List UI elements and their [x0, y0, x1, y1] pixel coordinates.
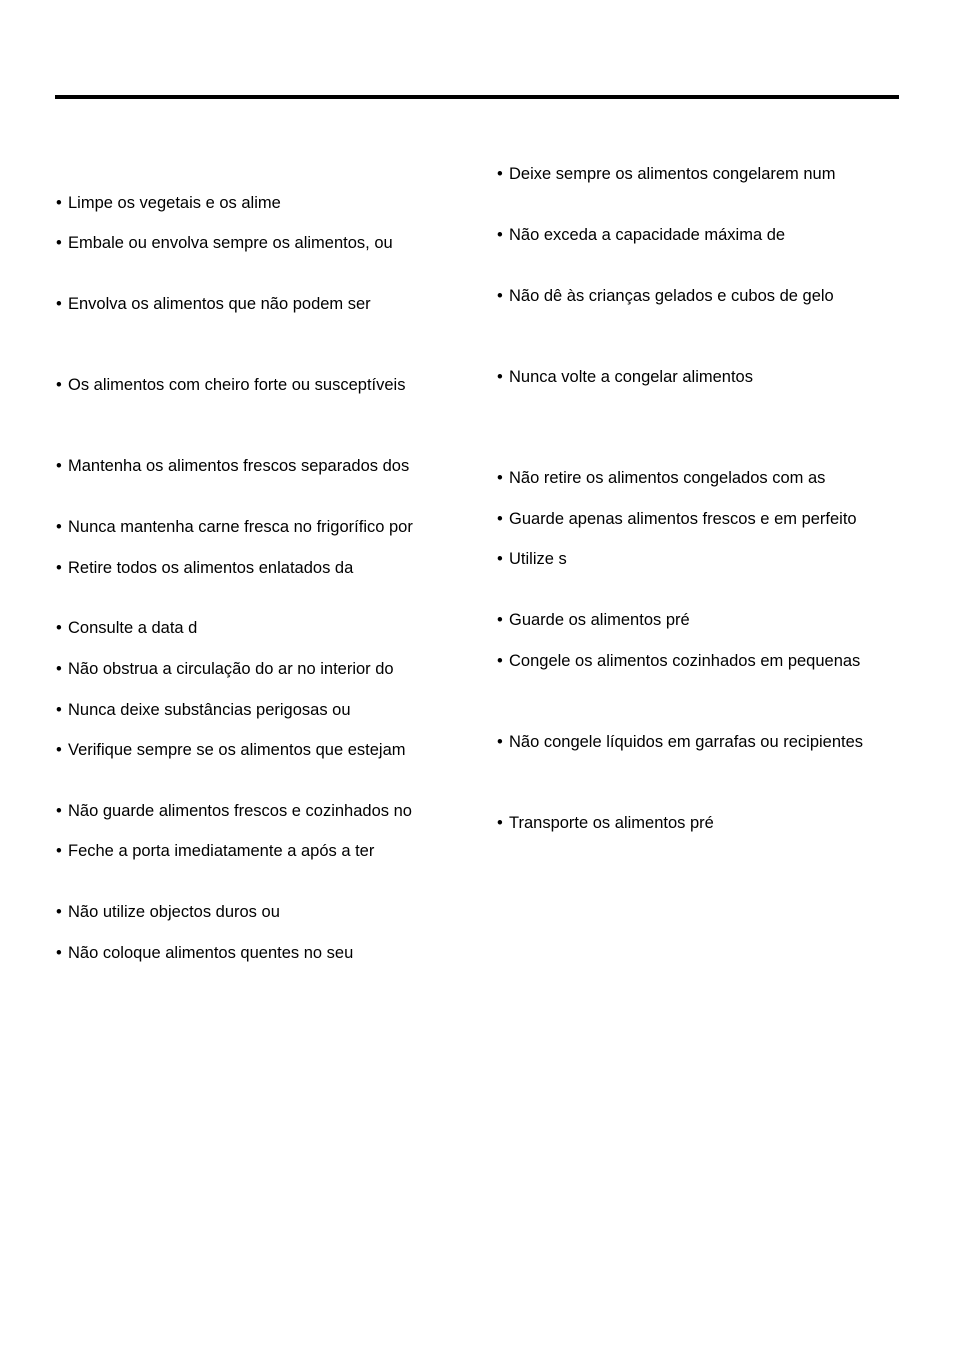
list-item-text: Não congele líquidos em garrafas ou recipientes	[509, 733, 864, 751]
list-item	[497, 610, 690, 630]
list-item-text: Transporte os alimentos pré	[509, 814, 714, 832]
list-item-text: Retire todos os alimentos enlatados da	[68, 559, 354, 577]
list-item	[497, 225, 785, 245]
list-item-text: Não guarde alimentos frescos e cozinhados no	[68, 802, 412, 820]
list-item	[56, 233, 393, 253]
bullet-icon: •	[56, 741, 62, 759]
list-item	[497, 732, 863, 752]
list-item-text: Guarde os alimentos pré	[509, 611, 690, 629]
list-item	[56, 618, 197, 638]
list-item-text: Limpe os vegetais e os alime	[68, 194, 281, 212]
list-item-text: Verifique sempre se os alimentos que estejam	[68, 741, 406, 759]
bullet-icon: •	[56, 457, 62, 475]
list-item	[56, 841, 374, 861]
bullet-icon: •	[56, 234, 62, 252]
list-item	[56, 659, 394, 679]
list-item	[497, 164, 835, 184]
bullet-icon: •	[56, 802, 62, 820]
list-item-text: Não utilize objectos duros ou	[68, 903, 280, 921]
bullet-icon: •	[56, 944, 62, 962]
list-item-text: Envolva os alimentos que não podem ser	[68, 295, 371, 313]
list-item	[497, 286, 834, 306]
list-item-text: Não coloque alimentos quentes no seu	[68, 944, 354, 962]
list-item-text: Nunca volte a congelar alimentos	[509, 368, 753, 386]
list-item-text: Não exceda a capacidade máxima de	[509, 226, 786, 244]
bullet-icon: •	[56, 903, 62, 921]
bullet-icon: •	[497, 368, 503, 386]
list-item-text: Guarde apenas alimentos frescos e em perfeito	[509, 510, 857, 528]
list-item-text: Não dê às crianças gelados e cubos de gelo	[509, 287, 834, 305]
bullet-icon: •	[497, 510, 503, 528]
list-item-text: Feche a porta imediatamente a após a ter	[68, 842, 375, 860]
bullet-icon: •	[497, 814, 503, 832]
list-item	[56, 375, 405, 395]
bullet-icon: •	[497, 226, 503, 244]
bullet-icon: •	[56, 376, 62, 394]
list-item-text: Os alimentos com cheiro forte ou susceptíveis	[68, 376, 406, 394]
bullet-icon: •	[497, 287, 503, 305]
list-item-text: Mantenha os alimentos frescos separados dos	[68, 457, 410, 475]
bullet-icon: •	[56, 842, 62, 860]
list-item	[56, 558, 353, 578]
bullet-icon: •	[56, 518, 62, 536]
list-item	[497, 468, 825, 488]
header-rule	[55, 95, 899, 99]
list-item-text: Utilize s	[509, 550, 567, 568]
bullet-icon: •	[56, 559, 62, 577]
bullet-icon: •	[497, 611, 503, 629]
list-item	[56, 193, 281, 213]
list-item	[56, 902, 280, 922]
bullet-icon: •	[497, 733, 503, 751]
list-item	[56, 456, 409, 476]
list-item-text: Não retire os alimentos congelados com as	[509, 469, 826, 487]
list-item	[497, 509, 857, 529]
list-item	[497, 367, 753, 387]
bullet-icon: •	[56, 701, 62, 719]
list-item	[56, 517, 413, 537]
bullet-icon: •	[56, 194, 62, 212]
list-item	[497, 813, 714, 833]
list-item-text: Não obstrua a circulação do ar no interior do	[68, 660, 394, 678]
list-item	[56, 740, 406, 760]
bullet-icon: •	[497, 469, 503, 487]
list-item-text: Nunca deixe substâncias perigosas ou	[68, 701, 351, 719]
list-item	[497, 651, 860, 671]
list-item	[56, 943, 353, 963]
bullet-icon: •	[56, 660, 62, 678]
list-item	[56, 700, 351, 720]
list-item	[56, 294, 371, 314]
bullet-icon: •	[56, 295, 62, 313]
list-item-text: Embale ou envolva sempre os alimentos, ou	[68, 234, 393, 252]
bullet-icon: •	[497, 550, 503, 568]
list-item-text: Deixe sempre os alimentos congelarem num	[509, 165, 836, 183]
bullet-icon: •	[56, 619, 62, 637]
list-item-text: Consulte a data d	[68, 619, 198, 637]
list-item	[56, 801, 412, 821]
list-item-text: Congele os alimentos cozinhados em pequenas	[509, 652, 861, 670]
bullet-icon: •	[497, 652, 503, 670]
list-item-text: Nunca mantenha carne fresca no frigorífico por	[68, 518, 413, 536]
bullet-icon: •	[497, 165, 503, 183]
list-item	[497, 549, 567, 569]
